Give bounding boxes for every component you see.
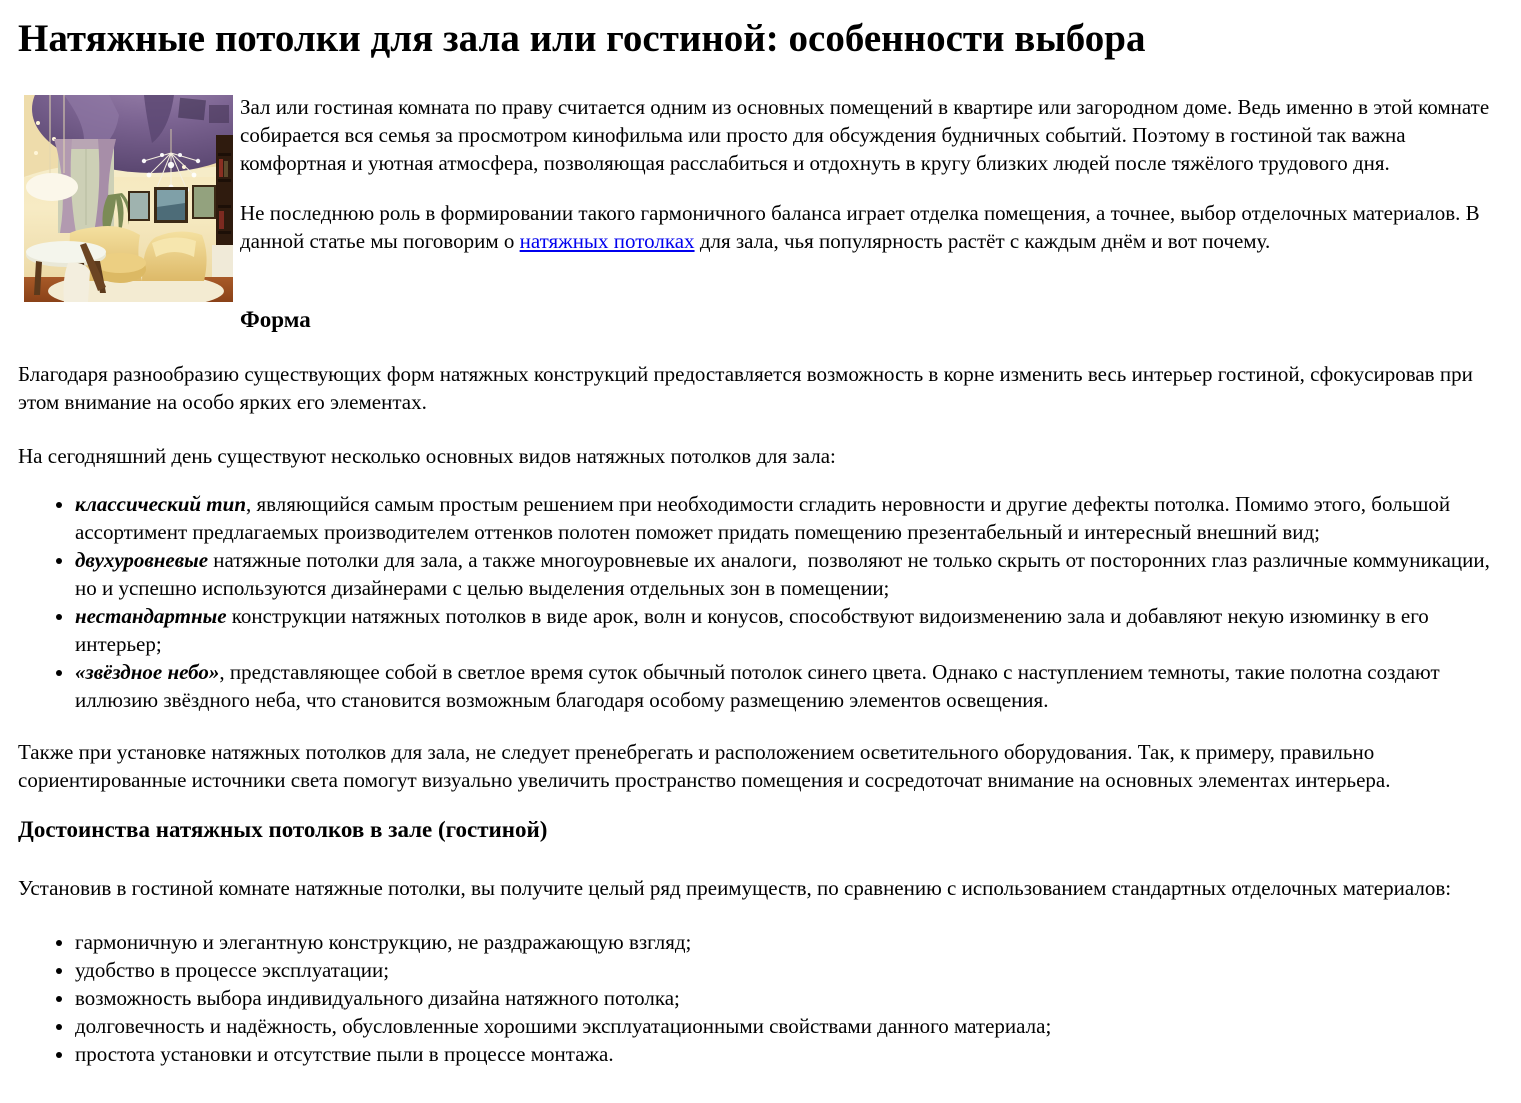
ceiling-types-list — [18, 490, 1503, 714]
form-section-heading: Форма — [240, 306, 311, 332]
advantage-item-1: • гармоничную и элегантную конструкцию, не раздражающую взгляд; — [75, 928, 1503, 956]
ceiling-type-two-level — [75, 546, 1503, 602]
ceiling-type-nonstandard — [75, 602, 1503, 658]
advantages-intro-paragraph: Установив в гостиной комнате натяжные потолки, вы получите целый ряд преимуществ, по сравнению с использованием стандартных отделочных материалов: — [18, 875, 1452, 900]
intro-section — [18, 93, 1503, 334]
advantage-item-5: • простота установки и отсутствие пыли в процессе монтажа. — [75, 1040, 1503, 1068]
ceiling-type-nonstandard-lead: нестандартные — [75, 603, 227, 628]
intro-paragraph-2-text: Не последнюю роль в формировании такого гармоничного баланса играет отделка помещения, а точнее, выбор отделочных материалов. В данной статье мы поговорим о — [240, 200, 1480, 253]
form-paragraph-1: Благодаря разнообразию существующих форм натяжных конструкций предоставляется возможность в корне изменить весь интерьер гостиной, сфокусировав при этом внимание на особо ярких его элементах. — [18, 361, 1473, 414]
intro-paragraph-2-tail: для зала, чья популярность растёт с каждым днём и вот почему. — [694, 228, 1271, 253]
ceiling-type-classic-text: , являющийся самым простым решением при необходимости сгладить неровности и другие дефекты потолка. Помимо этого, большой ассортимент предлагаемых производителем оттенков полотен поможет придать помещению презентабельный и интересный внешний вид; — [75, 491, 1451, 544]
ceiling-type-starry-sky-lead: «звёздное небо» — [75, 659, 220, 684]
intro-paragraph-2 — [18, 199, 1503, 255]
page-title: Натяжные потолки для зала или гостиной: особенности выбора — [18, 17, 1146, 60]
advantages-list — [18, 928, 1503, 1068]
advantage-item-4: • долговечность и надёжность, обусловленные хорошими эксплуатационными свойствами данного материала; — [75, 1012, 1503, 1040]
ceiling-type-nonstandard-text: конструкции натяжных потолков в виде арок, волн и конусов, способствуют видоизменению зала и добавляют некую изюминку в его интерьер; — [75, 603, 1429, 656]
lighting-paragraph: Также при установке натяжных потолков для зала, не следует пренебрегать и расположением осветительного оборудования. Так, к примеру, правильно сориентированные источники света помогут визуально увеличить пространство помещения и сосредоточат внимание на основных элементах интерьера. — [18, 739, 1391, 792]
advantage-item-2: • удобство в процессе эксплуатации; — [75, 956, 1503, 984]
ceiling-type-starry-sky-text: , представляющее собой в светлое время суток обычный потолок синего цвета. Однако с наступлением темноты, такие полотна создают иллюзию звёздного неба, что становится возможным благодаря особому размещению элементов освещения. — [75, 659, 1440, 712]
ceiling-type-two-level-text: натяжные потолки для зала, а также многоуровневые их аналоги, позволяют не только скрыть от посторонних глаз различные коммуникации, но и успешно используются дизайнерами с целью выделения отдельных зон в помещении; — [75, 547, 1490, 600]
article — [18, 16, 1503, 1068]
intro-paragraph-1: Зал или гостиная комната по праву считается одним из основных помещений в квартире или загородном доме. Ведь именно в этой комнате собирается вся семья за просмотром кинофильма или просто для обсуждения будничных событий. Поэтому в гостиной так важна комфортная и уютная атмосфера, позволяющая расслабиться и отдохнуть в кругу близких людей после тяжёлого трудового дня. — [240, 94, 1490, 175]
ceiling-type-classic-lead: классический тип — [75, 491, 246, 516]
advantage-item-3: • возможность выбора индивидуального дизайна натяжного потолка; — [75, 984, 1503, 1012]
ceiling-type-starry-sky — [75, 658, 1503, 714]
advantages-heading: Достоинства натяжных потолков в зале (гостиной) — [18, 816, 548, 842]
ceiling-type-two-level-lead: двухуровневые — [75, 547, 209, 572]
article-photo — [24, 95, 233, 302]
living-room-photo-graphic — [24, 95, 233, 302]
ceiling-type-classic — [75, 490, 1503, 546]
stretch-ceilings-link[interactable]: натяжных потолках — [519, 228, 695, 253]
form-paragraph-2: На сегодняшний день существуют несколько основных видов натяжных потолков для зала: — [18, 443, 836, 468]
